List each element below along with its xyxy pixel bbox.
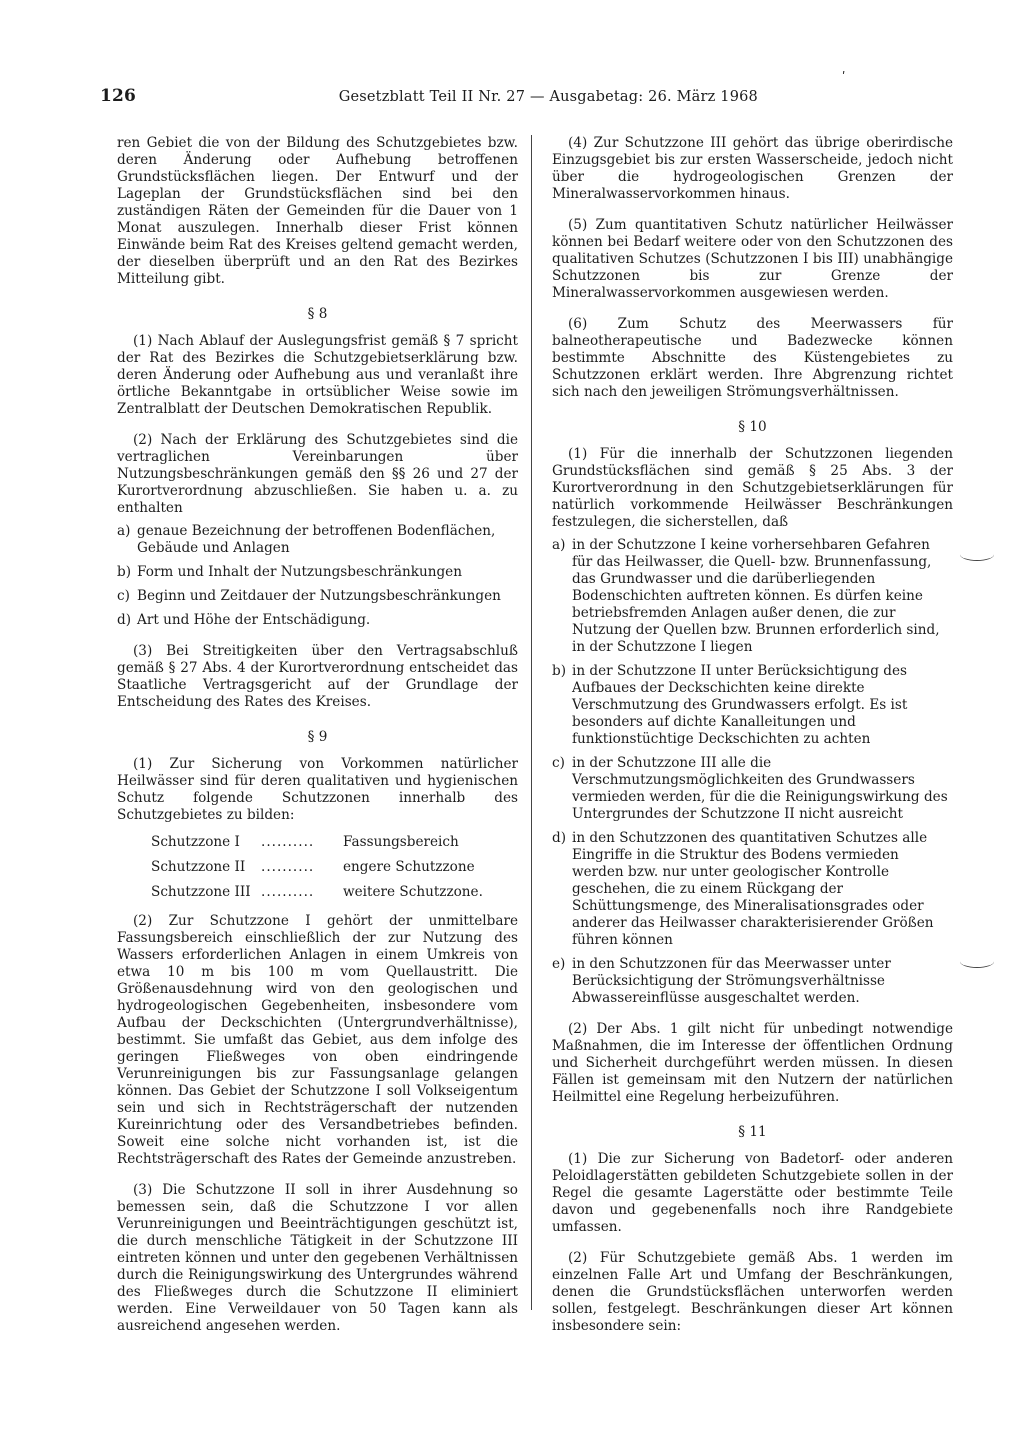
paragraph: (2) Für Schutzgebiete gemäß Abs. 1 werden im einzelnen Falle Art und Umfang der Beschränkungen, denen die Grundstücksflächen unterworfen werden sollen, festgelegt. Beschränkungen dieser Art können insbesondere sein:	[552, 1250, 953, 1334]
paragraph: (2) Nach der Erklärung des Schutzgebietes sind die vertraglichen Vereinbarungen über Nutzungsbeschränkungen gemäß den §§ 26 und 27 der Kurortverordnung abzuschließen. Sie haben u. a. zu enthalten	[117, 432, 518, 516]
paragraph: (3) Bei Streitigkeiten über den Vertragsabschluß gemäß § 27 Abs. 4 der Kurortverordnung entscheidet das Staatliche Vertragsgericht auf der Grundlage der Entscheidung des Rates des Kreises.	[117, 643, 518, 710]
running-title: Gesetzblatt Teil II Nr. 27 — Ausgabetag: 26. März 1968	[338, 89, 758, 105]
paragraph: (2) Der Abs. 1 gilt nicht für unbedingt notwendige Maßnahmen, die im Interesse der öffentlichen Ordnung und Sicherheit durchgeführt werden müssen. In diesen Fällen ist gemeinsam mit den Nutzern der natürlichen Heilmittel eine Regelung herbeizuführen.	[552, 1021, 953, 1105]
right-column	[552, 135, 953, 1349]
margin-mark	[960, 548, 994, 561]
paragraph: (5) Zum quantitativen Schutz natürlicher Heilwässer können bei Bedarf weitere oder von den Schutzzonen des qualitativen Schutzes (Schutzzonen I bis III) unabhängige Schutzzonen bis zur Grenze der Mineralwasservorkommen ausgewiesen werden.	[552, 217, 953, 301]
list-item: d) in den Schutzzonen des quantitativen Schutzes alle Eingriffe in die Struktur des Bodens vermieden werden bzw. nur unter geologischer Kontrolle geschehen, die zu einem Rückgang der Schüttungsmenge, des Mineralisationsgrades oder anderer das Heilwasser charakterisierender Größen führen können	[552, 830, 934, 948]
paragraph: (3) Die Schutzzone II soll in ihrer Ausdehnung so bemessen sein, daß die Schutzzone I vor allen Verunreinigungen und Beeinträchtigungen geschützt ist, die durch menschliche Tätigkeit in der Schutzzone III eintreten können und unter den gegebenen Verhältnissen durch die Reinigungswirkung des Untergrundes während des Fließweges durch die Schutzzone II eliminiert werden. Eine Verweildauer von 50 Tagen kann als ausreichend angesehen werden.	[117, 1182, 518, 1334]
list-item: b) Form und Inhalt der Nutzungsbeschränkungen	[117, 564, 462, 580]
paragraph: (1) Für die innerhalb der Schutzzonen liegenden Grundstücksflächen sind gemäß § 25 Abs. 3 der Kurortverordnung in den Schutzgebietserklärungen für natürlich vorkommende Heilwässer Beschränkungen festzulegen, die sicherstellen, daß	[552, 446, 953, 530]
list	[552, 537, 953, 1007]
section-heading-10: § 10	[738, 419, 767, 435]
left-column	[117, 135, 518, 1349]
paragraph: (1) Zur Sicherung von Vorkommen natürlicher Heilwässer sind für deren qualitativen und hygienischen Schutz folgende Schutzzonen innerhalb des Schutzgebietes zu bilden:	[117, 756, 518, 823]
list-item: e) in den Schutzzonen für das Meerwasser unter Berücksichtigung der Strömungsverhältnisse Abwassereinflüsse ausgeschaltet werden.	[552, 956, 891, 1006]
paragraph: (4) Zur Schutzzone III gehört das übrige oberirdische Einzugsgebiet bis zur ersten Wasserscheide, jedoch nicht über die hydrogeologischen Grenzen der Mineralwasservorkommen hinaus.	[552, 135, 953, 202]
list-item: c) in der Schutzzone III alle die Verschmutzungsmöglichkeiten des Grundwassers vermieden werden, für die die Reinigungswirkung des Untergrundes der Schutzzone II nicht ausreicht	[552, 755, 948, 822]
section-heading-8: § 8	[307, 306, 328, 322]
page-header	[100, 86, 758, 106]
zone-row: Schutzzone II .......... engere Schutzzone	[151, 859, 475, 875]
list-item: c) Beginn und Zeitdauer der Nutzungsbeschränkungen	[117, 588, 501, 604]
paragraph: (2) Zur Schutzzone I gehört der unmittelbare Fassungsbereich einschließlich der zur Nutzung des Wassers erforderlichen Anlagen in einem Umkreis von etwa 10 m bis 100 m vom Quellaustritt. Die Größenausdehnung wird von den geologischen und hydrogeologischen Gegebenheiten, insbesondere vom Aufbau der Deckschichten (Untergrundverhältnisse), bestimmt. Sie umfaßt das Gebiet, aus dem infolge des geringen Fließweges von oben eindringende Verunreinigungen bis zur Fassungsanlage gelangen können. Das Gebiet der Schutzzone I soll Volkseigentum sein und sich in Rechtsträgerschaft der nutzenden Kureinrichtung oder des Versandbetriebes befinden. Soweit eine solche nicht vorhanden ist, ist die Rechtsträgerschaft des Rates der Gemeinde anzustreben.	[117, 913, 518, 1167]
paragraph-continued: ren Gebiet die von der Bildung des Schutzgebietes bzw. deren Änderung oder Aufhebung betroffenen Grundstücksflächen liegen. Der Entwurf und der Lageplan der Grundstücksflächen sind bei den zuständigen Räten der Gemeinden für die Dauer von 1 Monat auszulegen. Innerhalb dieser Frist können Einwände beim Rat des Kreises geltend gemacht werden, der dieselben überprüft und an den Rat des Bezirkes Mitteilung gibt.	[117, 135, 518, 287]
zone-row: Schutzzone III .......... weitere Schutzzone.	[151, 884, 483, 900]
margin-mark	[960, 955, 994, 968]
paragraph: (1) Nach Ablauf der Auslegungsfrist gemäß § 7 spricht der Rat des Bezirkes die Schutzgebietserklärung bzw. deren Änderung oder Aufhebung aus und veranlaßt ihre örtliche Bekanntgabe in ortsüblicher Weise sowie im Zentralblatt der Deutschen Demokratischen Republik.	[117, 333, 518, 417]
print-mark: ʹ	[842, 70, 846, 84]
list-item: b) in der Schutzzone II unter Berücksichtigung des Aufbaues der Deckschichten keine direkte Verschmutzung des Grundwassers erfolgt. Es ist besonders auf dichte Kanalleitungen und funktionstüchtige Deckschichten zu achten	[552, 663, 908, 747]
paragraph: (1) Die zur Sicherung von Badetorf- oder anderen Peloidlagerstätten gebildeten Schutzgebiete sollen in der Regel die gesamte Lagerstätte oder bestimmte Teile davon und gegebenenfalls noch ihre Randgebiete umfassen.	[552, 1151, 953, 1235]
list-item: d) Art und Höhe der Entschädigung.	[117, 612, 371, 628]
column-divider	[531, 135, 532, 1310]
section-heading-11: § 11	[738, 1124, 767, 1140]
list-item: a) genaue Bezeichnung der betroffenen Bodenflächen, Gebäude und Anlagen	[117, 523, 496, 556]
list	[117, 523, 518, 629]
zone-list	[151, 834, 518, 901]
page-number: 126	[100, 86, 137, 106]
paragraph: (6) Zum Schutz des Meerwassers für balneotherapeutische und Badezwecke können bestimmte Abschnitte des Küstengebietes zu Schutzzonen erklärt werden. Ihre Abgrenzung richtet sich nach den jeweiligen Strömungsverhältnissen.	[552, 316, 953, 400]
section-heading-9: § 9	[307, 729, 328, 745]
list-item: a) in der Schutzzone I keine vorhersehbaren Gefahren für das Heilwasser, die Quell- bzw. Brunnenfassung, das Grundwasser und die darüberliegenden Bodenschichten auftreten können. Es dürfen keine betriebsfremden Anlagen außer denen, die zur Nutzung der Quellen bzw. Brunnen erforderlich sind, in der Schutzzone I liegen	[552, 537, 940, 655]
zone-row: Schutzzone I .......... Fassungsbereich	[151, 834, 459, 850]
